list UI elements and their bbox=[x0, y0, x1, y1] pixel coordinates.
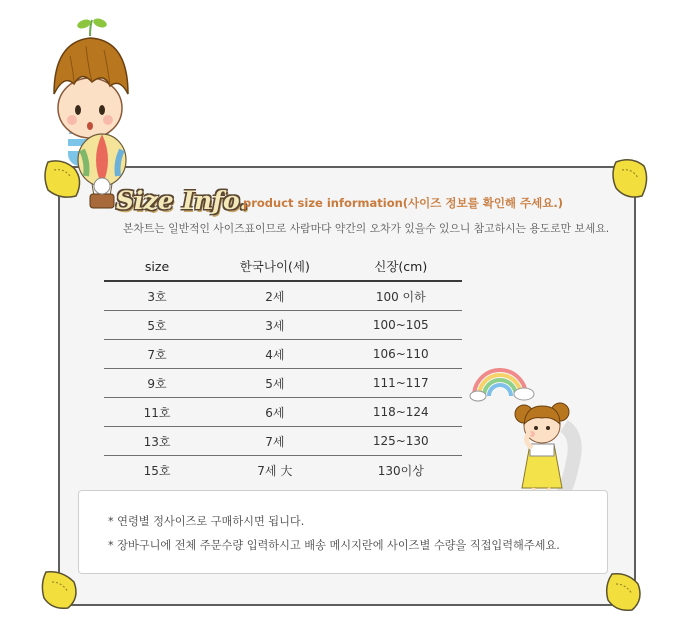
table-cell: 13호 bbox=[104, 427, 210, 456]
table-cell: 100~105 bbox=[340, 311, 462, 340]
size-info-logo: Size Info. bbox=[116, 186, 248, 215]
table-cell: 2세 bbox=[210, 281, 339, 311]
table-cell: 118~124 bbox=[340, 398, 462, 427]
table-cell: 106~110 bbox=[340, 340, 462, 369]
table-cell: 7세 大 bbox=[257, 463, 293, 478]
table-cell: 130이상 bbox=[377, 463, 424, 478]
corner-tab-icon bbox=[600, 570, 646, 614]
table-cell: 3세 bbox=[210, 311, 339, 340]
table-cell: 15호 bbox=[143, 463, 171, 478]
table-row bbox=[104, 311, 462, 340]
table-row bbox=[104, 281, 462, 311]
corner-tab-icon bbox=[38, 568, 84, 614]
table-row bbox=[104, 340, 462, 369]
table-cell: 5호 bbox=[104, 311, 210, 340]
notes-box bbox=[78, 490, 608, 574]
corner-tab-icon bbox=[606, 154, 652, 204]
note-text: * 연령별 정사이즈로 구매하시면 됩니다. bbox=[108, 515, 305, 528]
table-row bbox=[104, 427, 462, 456]
table-cell: 3호 bbox=[104, 281, 210, 311]
table-cell: 111~117 bbox=[340, 369, 462, 398]
table-cell: 7세 bbox=[210, 427, 339, 456]
table-cell: 125~130 bbox=[340, 427, 462, 456]
column-header-size: size bbox=[104, 252, 210, 281]
column-header-age: 한국나이(세) bbox=[210, 252, 339, 281]
table-cell: 100 이하 bbox=[340, 281, 462, 311]
page-subtitle: product size information(사이즈 정보를 확인해 주세요.) bbox=[243, 196, 563, 210]
table-row bbox=[104, 369, 462, 398]
table-cell: 11호 bbox=[104, 398, 210, 427]
column-header-height: 신장(cm) bbox=[340, 252, 462, 281]
size-table bbox=[104, 252, 462, 484]
table-cell: 4세 bbox=[210, 340, 339, 369]
table-row bbox=[104, 456, 462, 485]
table-cell: 7호 bbox=[104, 340, 210, 369]
table-row bbox=[104, 398, 462, 427]
table-cell: 9호 bbox=[104, 369, 210, 398]
table-header-row bbox=[104, 252, 462, 281]
description-text: 본차트는 일반적인 사이즈표이므로 사람마다 약간의 오차가 있을수 있으니 참고하시는 용도로만 보세요. bbox=[123, 222, 610, 235]
table-cell: 6세 bbox=[210, 398, 339, 427]
note-text: * 장바구니에 전체 주문수량 입력하시고 배송 메시지란에 사이즈별 수량을 직접입력해주세요. bbox=[108, 539, 560, 552]
table-cell: 5세 bbox=[210, 369, 339, 398]
